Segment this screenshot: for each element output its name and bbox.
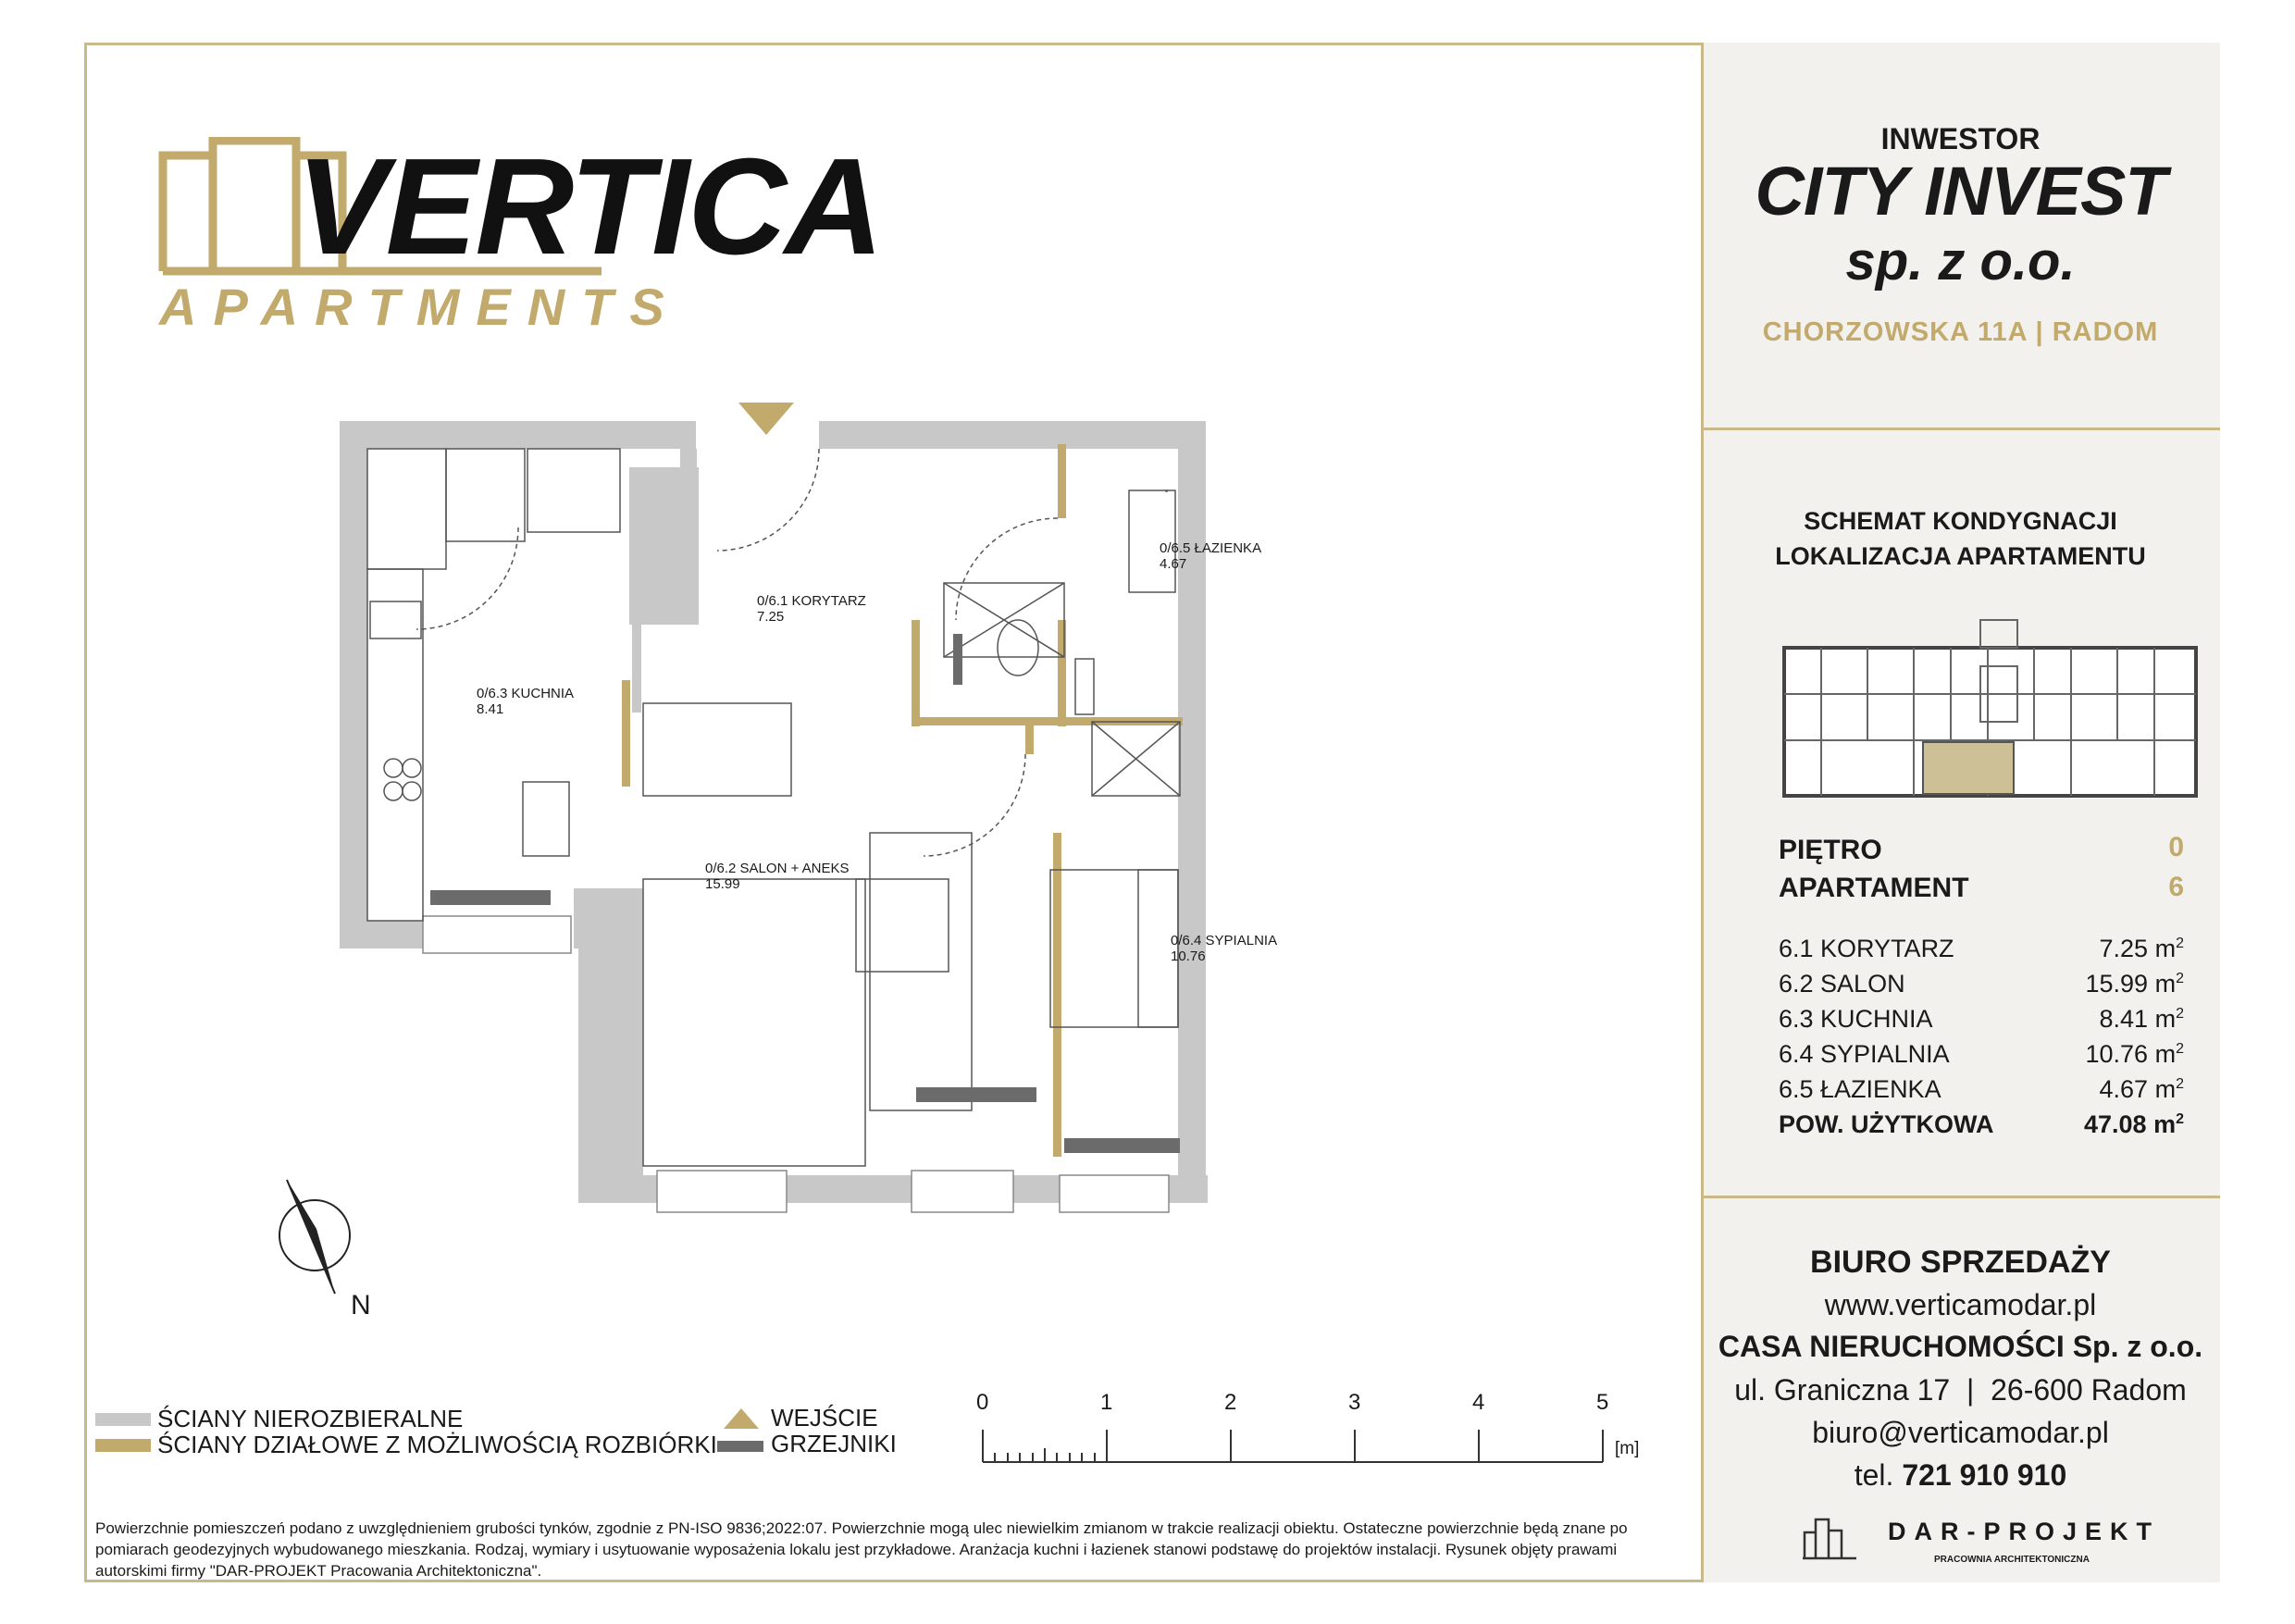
legend-radiator-swatch bbox=[717, 1441, 763, 1452]
room-name: 6.4 SYPIALNIA bbox=[1779, 1040, 1950, 1068]
room-name: 6.1 KORYTARZ bbox=[1779, 935, 1954, 962]
investor-company: sp. z o.o. bbox=[1845, 231, 2076, 291]
room-area: 10.76 $m^2$ bbox=[2085, 1040, 2184, 1068]
plan-room-area: 8.41 bbox=[477, 701, 504, 717]
scale-tick: 4 bbox=[1472, 1390, 1485, 1415]
legend-radiators: GRZEJNIKI bbox=[771, 1430, 897, 1457]
floor-label: PIĘTRO bbox=[1779, 835, 1882, 865]
legend-removable-walls: ŚCIANY DZIAŁOWE Z MOŻLIWOŚCIĄ ROZBIÓRKI bbox=[157, 1431, 717, 1458]
plan-room-area: 4.67 bbox=[1160, 556, 1187, 572]
plan-room-name: KUCHNIA bbox=[511, 686, 575, 701]
room-area: 15.99 $m^2$ bbox=[2085, 970, 2184, 998]
plan-room-id: 0/6.3 bbox=[477, 686, 508, 701]
room-area: 8.41 $m^2$ bbox=[2099, 1005, 2184, 1033]
scale-tick: 0 bbox=[976, 1390, 989, 1415]
sales-website[interactable]: www.verticamodar.pl bbox=[1824, 1288, 2097, 1321]
legend-fixed-walls: ŚCIANY NIEROZBIERALNE bbox=[157, 1405, 464, 1432]
schema-title bbox=[1701, 503, 2220, 574]
architect-name: DAR-PROJEKT bbox=[1888, 1518, 2161, 1545]
investor-label: INWESTOR bbox=[1880, 122, 2041, 155]
plan-room-id: 0/6.2 bbox=[705, 861, 737, 876]
sales-phone[interactable]: tel. 721 910 910 bbox=[1854, 1458, 2067, 1492]
investor-address: CHORZOWSKA 11A | RADOM bbox=[1762, 317, 2159, 347]
schema-title-line1: SCHEMAT KONDYGNACJI bbox=[1804, 507, 2117, 535]
room-name: 6.3 KUCHNIA bbox=[1779, 1005, 1933, 1033]
room-name: 6.5 ŁAZIENKA bbox=[1779, 1075, 1941, 1103]
plan-room-area: 15.99 bbox=[705, 876, 740, 892]
room-area: 7.25 $m^2$ bbox=[2099, 935, 2184, 962]
apartment-label: APARTAMENT bbox=[1779, 873, 1969, 903]
scale-tick: 5 bbox=[1596, 1390, 1609, 1415]
sales-company: CASA NIERUCHOMOŚCI Sp. z o.o. bbox=[1718, 1330, 2203, 1363]
architect-sub: PRACOWNIA ARCHITEKTONICZNA bbox=[1934, 1555, 2090, 1565]
total-area-value: 47.08 $m^2$ bbox=[2083, 1110, 2184, 1138]
schema-title-line2: LOKALIZACJA APARTAMENTU bbox=[1775, 542, 2146, 570]
sales-address: ul. Graniczna 17 | 26-600 Radom bbox=[1734, 1373, 2187, 1407]
scale-unit: [m] bbox=[1615, 1439, 1640, 1458]
building-schema-icon bbox=[1766, 601, 2212, 810]
entrance-icon bbox=[720, 1407, 763, 1431]
scale-tick: 1 bbox=[1100, 1390, 1113, 1415]
room-name: 6.2 SALON bbox=[1779, 970, 1905, 998]
floor-plan bbox=[333, 398, 1397, 1231]
architect-logo-icon bbox=[1803, 1514, 1858, 1560]
legend-removable-wall-swatch bbox=[95, 1439, 151, 1452]
plan-room-id: 0/6.4 bbox=[1171, 933, 1202, 948]
sales-title: BIURO SPRZEDAŻY bbox=[1810, 1245, 2111, 1280]
apartment-value: 6 bbox=[2168, 872, 2184, 902]
panel-divider bbox=[1701, 1196, 2220, 1198]
legend-entrance: WEJŚCIE bbox=[771, 1404, 878, 1432]
compass-icon bbox=[268, 1175, 370, 1305]
total-area-label: POW. UŻYTKOWA bbox=[1779, 1110, 1994, 1138]
sales-email[interactable]: biuro@verticamodar.pl bbox=[1812, 1416, 2109, 1449]
disclaimer-note: Powierzchnie pomieszczeń podano z uwzględnieniem grubości tynków, zgodnie z PN-ISO 9836;2022:07. Powierzchnie mogą ulec niewielkim zmianom w trakcie realizacji obiektu. Ostateczne powierzchnie będą znane po pomiarach geodezyjnych wybudowanego mieszkania. Rodzaj, wymiary i usytuowanie wyposażenia lokalu jest przykładowe. Aranżacja kuchni i łazienek stanowi podstawę do projektów instalacji. Rysunek objęty prawami autorskimi firmy "DAR-PROJEKT Pracowania Architektoniczna". bbox=[95, 1519, 1628, 1580]
scale-tick: 3 bbox=[1348, 1390, 1361, 1415]
plan-room-area: 7.25 bbox=[757, 609, 785, 625]
plan-room-name: SYPIALNIA bbox=[1205, 933, 1278, 948]
plan-room-id: 0/6.1 bbox=[757, 593, 788, 609]
logo-word: VERTICA bbox=[296, 130, 882, 283]
plan-room-name: SALON + ANEKS bbox=[739, 861, 850, 876]
plan-room-name: ŁAZIENKA bbox=[1194, 540, 1262, 556]
logo-sub: APARTMENTS bbox=[159, 278, 681, 336]
scale-tick: 2 bbox=[1224, 1390, 1237, 1415]
plan-room-id: 0/6.5 bbox=[1160, 540, 1191, 556]
investor-name: CITY INVEST bbox=[1755, 153, 2166, 229]
legend-fixed-wall-swatch bbox=[95, 1413, 151, 1426]
floor-value: 0 bbox=[2168, 832, 2184, 862]
panel-divider bbox=[1701, 428, 2220, 430]
plan-room-name: KORYTARZ bbox=[791, 593, 866, 609]
plan-room-area: 10.76 bbox=[1171, 948, 1206, 964]
north-label: N bbox=[351, 1290, 371, 1320]
scale-bar bbox=[972, 1420, 1656, 1471]
room-area: 4.67 $m^2$ bbox=[2099, 1075, 2184, 1103]
